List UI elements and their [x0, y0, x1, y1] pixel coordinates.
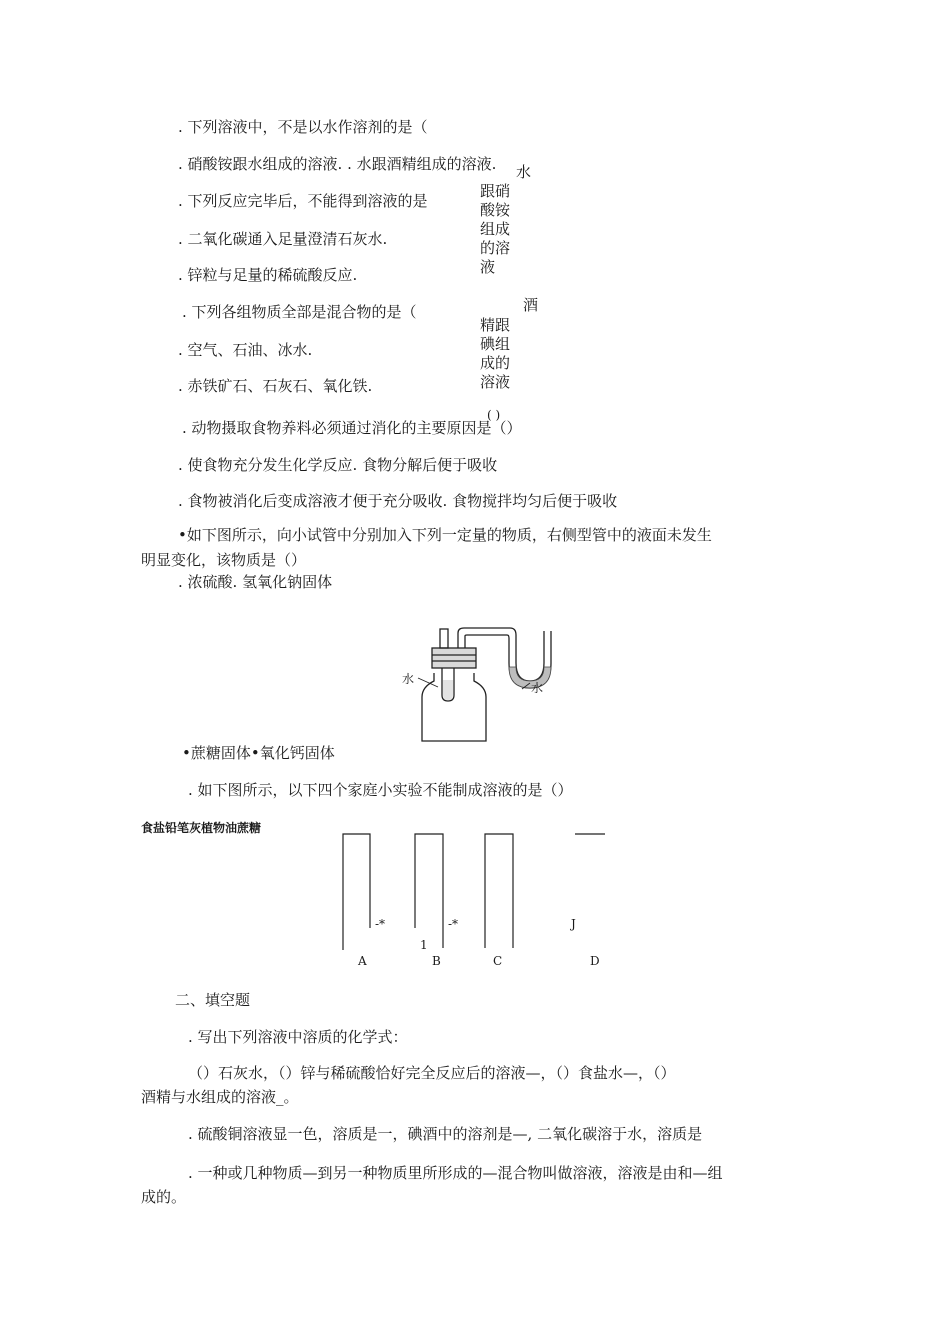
section-2-heading: 二、填空题 [175, 991, 251, 1009]
fill-1-line-2: 酒精与水组成的溶液_。 [141, 1088, 299, 1106]
question-4-option-2: . 食物被消化后变成溶液才便于充分吸收. 食物搅拌均匀后便于吸收 [178, 492, 618, 510]
side-block-2-line-2: 碘组 [480, 335, 511, 353]
question-4-option-1: . 使食物充分发生化学反应. 食物分解后便于吸收 [178, 456, 498, 474]
side-paren: ( ) [487, 408, 501, 422]
question-3-option-1: . 空气、石油、冰水. [178, 341, 313, 359]
glass-label-c: C [493, 954, 503, 968]
question-4: . 动物摄取食物养料必须通过消化的主要原因是（） [182, 419, 522, 437]
figure-1-label-water-right: 水 [531, 681, 544, 695]
question-6: . 如下图所示，以下四个家庭小实验不能制成溶液的是（） [188, 781, 573, 799]
side-block-1-line-3: 组成 [480, 220, 511, 238]
side-block-2-line-4: 溶液 [480, 373, 511, 391]
figure-2-caption: 食盐铅笔灰植物油蔗糖 [141, 821, 262, 835]
side-block-1-line-1: 跟硝 [480, 182, 511, 200]
question-5-option-2: •蔗糖固体•氧化钙固体 [182, 744, 335, 762]
side-block-2-line-3: 成的 [480, 354, 511, 372]
question-1-options: . 硝酸铵跟水组成的溶液. . 水跟酒精组成的溶液. [178, 155, 497, 173]
side-jiu: 酒 [523, 296, 539, 314]
glass-label-d: D [590, 954, 600, 968]
glass-label-b: B [432, 954, 441, 968]
fill-1-line-1: （）石灰水，（）锌与稀硫酸恰好完全反应后的溶液—，（）食盐水—，（） [188, 1064, 676, 1082]
question-2-option-2: . 锌粒与足量的稀硫酸反应. [178, 266, 358, 284]
flask-u-tube-figure [398, 625, 578, 760]
question-3-option-2: . 赤铁矿石、石灰石、氧化铁. [178, 377, 373, 395]
question-5-line-2: 明显变化，该物质是（） [141, 551, 307, 569]
glass-d-mark: J [571, 917, 576, 931]
figure-1-label-water-left: 水 [402, 672, 415, 686]
side-water-mark: 水 [516, 163, 532, 181]
glass-a-mark: -* [375, 917, 386, 931]
glass-b-mark: -* [448, 917, 459, 931]
side-block-1-line-2: 酸铵 [480, 201, 511, 219]
fill-3-line-1: . 一种或几种物质—到另一种物质里所形成的—混合物叫做溶液，溶液是由和—组 [188, 1164, 723, 1182]
glass-label-a: A [358, 954, 367, 968]
four-glasses-figure [335, 828, 625, 958]
side-block-1-line-4: 的溶 [480, 239, 511, 257]
question-2-option-1: . 二氧化碳通入足量澄清石灰水. [178, 230, 388, 248]
question-5-line-1: •如下图所示，向小试管中分别加入下列一定量的物质，右侧型管中的液面未发生 [178, 526, 712, 544]
fill-2: . 硫酸铜溶液显一色，溶质是一，碘酒中的溶剂是—, 二氧化碳溶于水，溶质是 [188, 1125, 703, 1143]
question-1: . 下列溶液中，不是以水作溶剂的是（ [178, 118, 428, 136]
question-3: . 下列各组物质全部是混合物的是（ [182, 303, 417, 321]
side-block-2-line-1: 精跟 [480, 316, 511, 334]
question-2: . 下列反应完毕后，不能得到溶液的是 [178, 192, 428, 210]
fill-3-line-2: 成的。 [141, 1188, 187, 1206]
glass-b-stir-mark: 1 [420, 938, 428, 952]
fill-1: . 写出下列溶液中溶质的化学式： [188, 1028, 408, 1046]
side-block-1-line-5: 液 [480, 258, 496, 276]
question-5-option-1: . 浓硫酸. 氢氧化钠固体 [178, 573, 333, 591]
